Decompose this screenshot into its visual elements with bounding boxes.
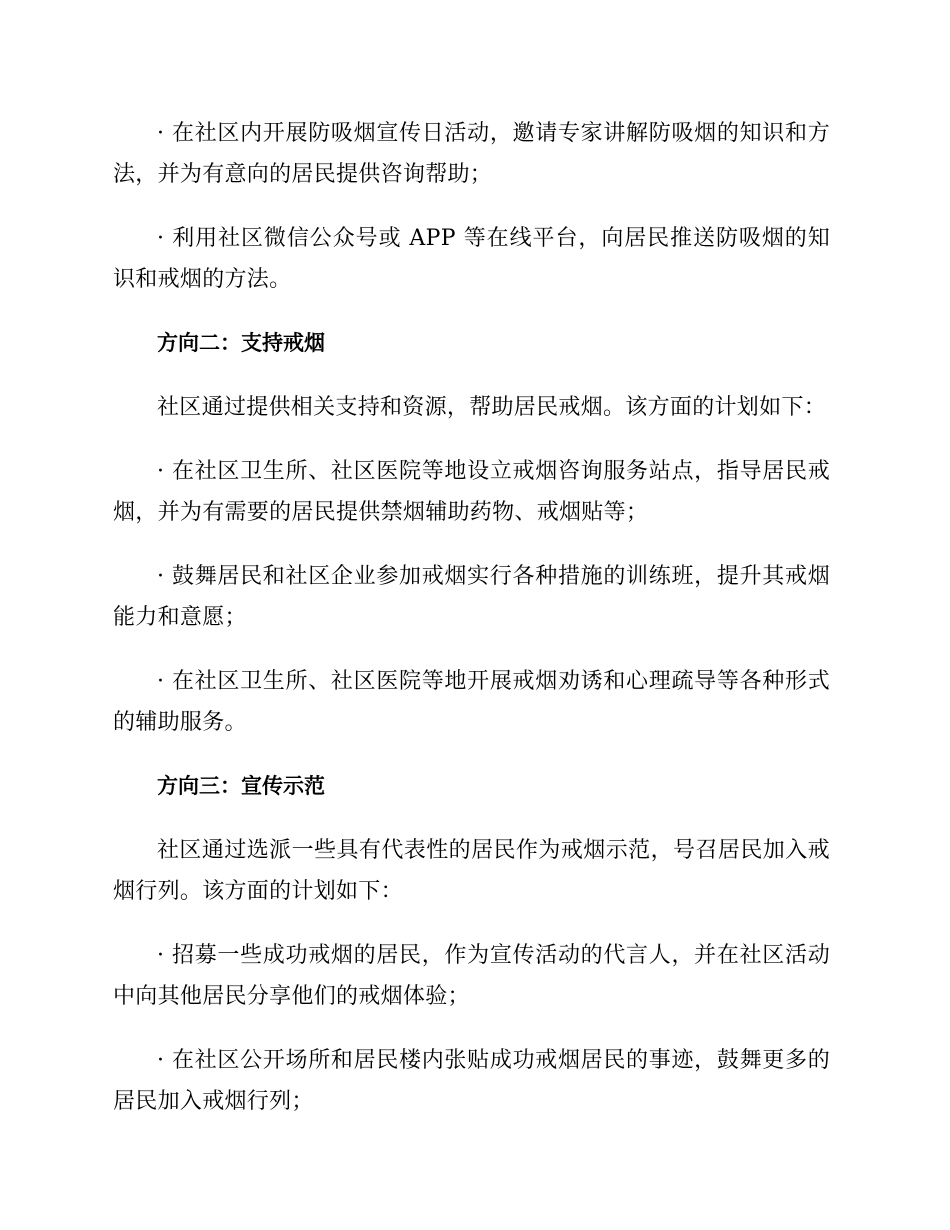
bullet-item: · 在社区卫生所、社区医院等地开展戒烟劝诱和心理疏导等各种形式的辅助服务。 — [113, 669, 830, 735]
section-heading: 方向二：支持戒烟 — [157, 331, 325, 355]
bullet-item: · 在社区内开展防吸烟宣传日活动，邀请专家讲解防吸烟的知识和方法，并为有意向的居民提供咨询帮助； — [113, 121, 830, 187]
section-heading: 方向三：宣传示范 — [157, 774, 325, 798]
bullet-item: · 利用社区微信公众号或 APP 等在线平台，向居民推送防吸烟的知识和戒烟的方法。 — [113, 226, 830, 292]
bullet-item: · 在社区卫生所、社区医院等地设立戒烟咨询服务站点，指导居民戒烟，并为有需要的居民提供禁烟辅助药物、戒烟贴等； — [113, 459, 830, 525]
bullet-item: · 招募一些成功戒烟的居民，作为宣传活动的代言人，并在社区活动中向其他居民分享他们的戒烟体验； — [113, 943, 830, 1009]
bullet-item: · 鼓舞居民和社区企业参加戒烟实行各种措施的训练班，提升其戒烟能力和意愿； — [113, 564, 830, 630]
body-paragraph: 社区通过选派一些具有代表性的居民作为戒烟示范，号召居民加入戒烟行列。该方面的计划如下： — [113, 838, 830, 904]
body-paragraph: 社区通过提供相关支持和资源，帮助居民戒烟。该方面的计划如下： — [157, 395, 827, 420]
bullet-item: · 在社区公开场所和居民楼内张贴成功戒烟居民的事迹，鼓舞更多的居民加入戒烟行列； — [113, 1048, 830, 1114]
